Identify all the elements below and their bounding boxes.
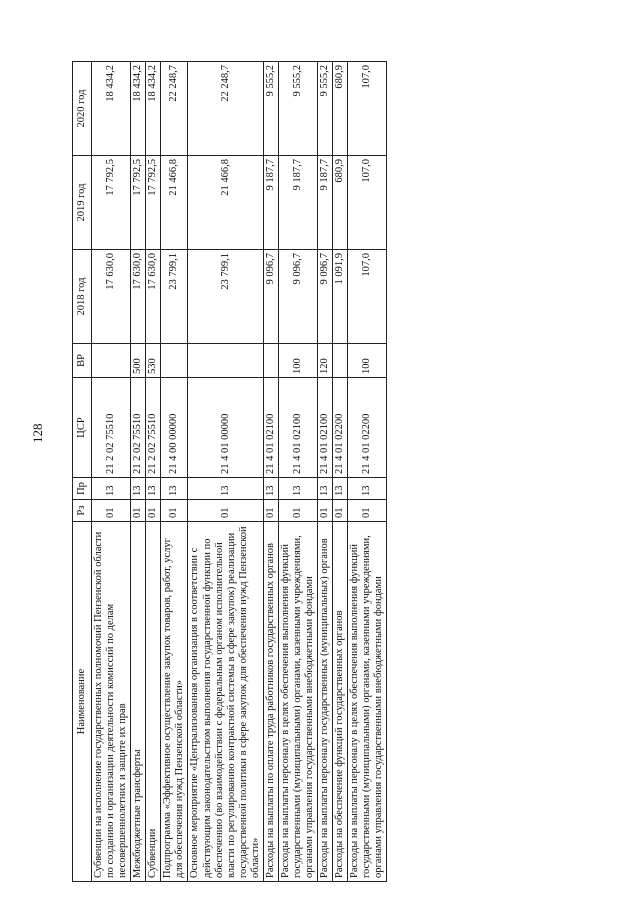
row-vr [92,344,131,378]
row-2018: 23 799,1 [188,250,263,344]
row-csr: 21 4 01 02200 [348,378,387,478]
row-2019: 107,0 [348,156,387,250]
row-2019: 21 466,8 [161,156,188,250]
row-name: Расходы на выплаты персоналу в целях обеспечения выполнения функций государственными (муниципальными) органами, казенными учреждениями, органами управления государственными внебюджетными фондами [348,522,387,882]
row-2019: 680,9 [333,156,348,250]
rotated-page-content [72,62,567,882]
row-vr [333,344,348,378]
row-rz: 01 [146,500,161,522]
header-name: Наименование [73,522,92,882]
row-2018: 9 096,7 [318,250,333,344]
row-2019: 17 792,5 [131,156,146,250]
row-pr: 13 [146,478,161,500]
row-name: Расходы на выплаты персоналу государственных (муниципальных) органов [318,522,333,882]
row-csr: 21 4 01 02100 [263,378,278,478]
row-2019: 17 792,5 [146,156,161,250]
row-rz: 01 [348,500,387,522]
row-vr: 100 [348,344,387,378]
table-row [263,62,278,882]
row-rz: 01 [161,500,188,522]
table-row [146,62,161,882]
row-rz: 01 [92,500,131,522]
row-2018: 9 096,7 [263,250,278,344]
row-name: Субвенции на исполнение государственных полномочий Пензенской области по созданию и организации деятельности комиссий по делам несовершеннолетних и защите их прав [92,522,131,882]
row-2018: 23 799,1 [161,250,188,344]
row-vr [188,344,263,378]
row-pr: 13 [348,478,387,500]
row-vr: 530 [146,344,161,378]
table-row [333,62,348,882]
row-csr: 21 4 01 02200 [333,378,348,478]
row-rz: 01 [131,500,146,522]
row-name: Подпрограмма «Эффективное осуществление закупок товаров, работ, услуг для обеспечения нужд Пензенской области» [161,522,188,882]
row-2018: 107,0 [348,250,387,344]
row-vr: 500 [131,344,146,378]
row-name: Расходы на обеспечение функций государственных органов [333,522,348,882]
page-number: 128 [30,423,45,443]
row-pr: 13 [131,478,146,500]
header-csr: ЦСР [73,378,92,478]
row-name: Основное мероприятие «Централизованная организация в соответствии с действующим законодательством выполнения государственной функции по обеспечению (во взаимодействии с федеральным органом исполнительной власти по регулированию контрактной системы в сфере закупок) реализации государственной политики в сфере закупок для обеспечения нужд Пензенской области» [188,522,263,882]
row-2020: 9 555,2 [278,62,317,156]
table-row [318,62,333,882]
table-row [161,62,188,882]
row-csr: 21 2 02 75510 [92,378,131,478]
row-2018: 9 096,7 [278,250,317,344]
row-name: Межбюджетные трансферты [131,522,146,882]
row-rz: 01 [263,500,278,522]
row-vr [263,344,278,378]
row-csr: 21 4 01 02100 [278,378,317,478]
row-pr: 13 [161,478,188,500]
row-2018: 17 630,0 [146,250,161,344]
row-2020: 9 555,2 [318,62,333,156]
row-2020: 22 248,7 [161,62,188,156]
row-csr: 21 4 00 00000 [161,378,188,478]
row-name: Субвенции [146,522,161,882]
row-csr: 21 4 01 02100 [318,378,333,478]
row-2018: 17 630,0 [131,250,146,344]
row-2019: 21 466,8 [188,156,263,250]
row-2019: 9 187,7 [318,156,333,250]
row-pr: 13 [263,478,278,500]
header-2018: 2018 год [73,250,92,344]
table-row [131,62,146,882]
header-2019: 2019 год [73,156,92,250]
header-2020: 2020 год [73,62,92,156]
table-row [348,62,387,882]
row-csr: 21 2 02 75510 [131,378,146,478]
row-2019: 9 187,7 [263,156,278,250]
row-rz: 01 [333,500,348,522]
row-2020: 22 248,7 [188,62,263,156]
row-rz: 01 [188,500,263,522]
row-pr: 13 [92,478,131,500]
row-2019: 17 792,5 [92,156,131,250]
row-2020: 18 434,2 [146,62,161,156]
row-vr: 100 [278,344,317,378]
row-2020: 18 434,2 [131,62,146,156]
header-vr: ВР [73,344,92,378]
row-name: Расходы на выплаты персоналу в целях обеспечения выполнения функций государственными (муниципальными) органами, казенными учреждениями, органами управления государственными внебюджетными фондами [278,522,317,882]
row-2018: 1 091,9 [333,250,348,344]
row-2020: 107,0 [348,62,387,156]
row-vr [161,344,188,378]
row-pr: 13 [333,478,348,500]
budget-table [72,61,387,882]
row-csr: 21 4 01 00000 [188,378,263,478]
row-2020: 18 434,2 [92,62,131,156]
row-vr: 120 [318,344,333,378]
row-2020: 9 555,2 [263,62,278,156]
row-pr: 13 [278,478,317,500]
table-row [188,62,263,882]
table-row [92,62,131,882]
row-rz: 01 [318,500,333,522]
table-row [278,62,317,882]
row-pr: 13 [318,478,333,500]
row-csr: 21 2 02 75510 [146,378,161,478]
header-pr: Пр [73,478,92,500]
row-2020: 680,9 [333,62,348,156]
row-2019: 9 187,7 [278,156,317,250]
table-header-row [73,62,92,882]
row-rz: 01 [278,500,317,522]
row-2018: 17 630,0 [92,250,131,344]
row-pr: 13 [188,478,263,500]
row-name: Расходы на выплаты по оплате труда работников государственных органов [263,522,278,882]
header-rz: Рз [73,500,92,522]
